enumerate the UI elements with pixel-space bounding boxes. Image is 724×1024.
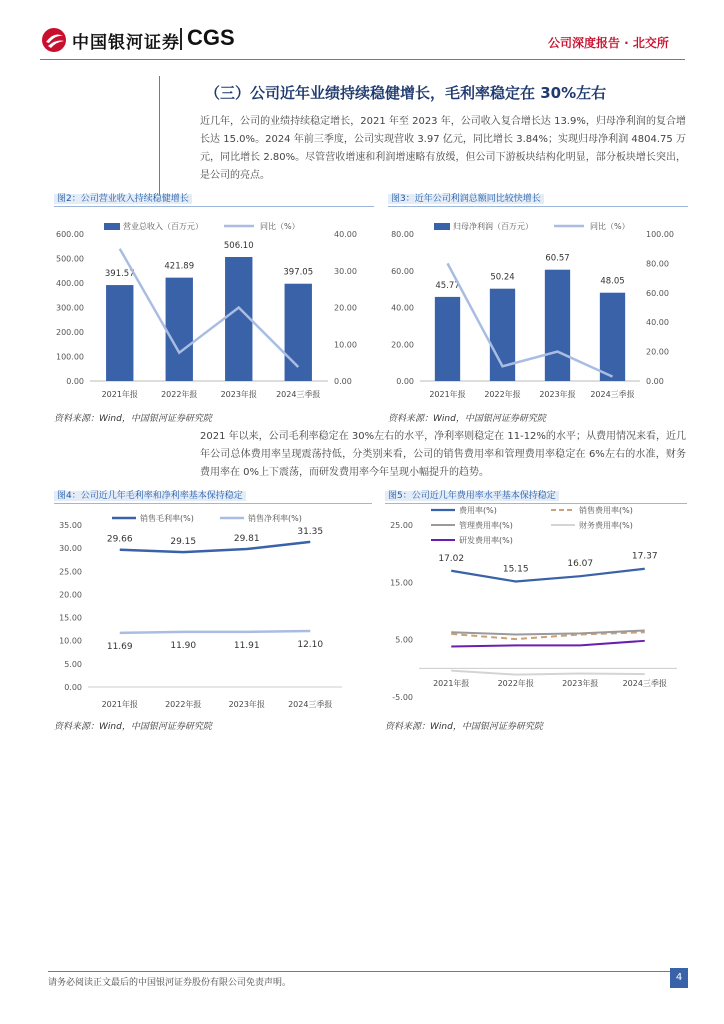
- figure-4-title: 图4：公司近几年毛利率和净利率基本保持稳定: [54, 489, 372, 504]
- y-left-tick-label: 200.00: [56, 328, 84, 337]
- y-tick-label: -5.00: [392, 693, 413, 702]
- y-left-tick-label: 40.00: [391, 303, 414, 313]
- data-label: 31.35: [297, 526, 324, 537]
- legend-label: 销售费用率(%): [579, 506, 633, 515]
- x-tick-label: 2021年报: [101, 700, 138, 709]
- series-line: [451, 671, 645, 675]
- y-tick-label: 30.00: [59, 544, 82, 554]
- bar: [435, 297, 460, 381]
- x-tick-label: 2021年报: [433, 679, 470, 688]
- y-tick-label: 15.00: [59, 613, 82, 623]
- report-type: 公司深度报告 · 北交所: [548, 36, 669, 50]
- bar-value-label: 50.24: [490, 272, 515, 283]
- bar-value-label: 391.57: [104, 269, 135, 280]
- paragraph-growth: 近几年，公司的业绩持续稳定增长，2021 年至 2023 年，公司收入复合增长达 13.9%，归母净利润的复合增长达 15.0%。2024 年前三季度，公司实现营收 3.97 亿元，同比增长 3.84%；实现归母净利润 4804.75 万元，同比增长 2.80%。尽管营收增速和利润增速略有放缓，但公司下游板块结构化明显，部分板块增长突出，是公司的亮点。: [200, 116, 686, 181]
- bar: [225, 257, 252, 381]
- bar-value-label: 421.89: [164, 261, 195, 272]
- y-left-tick-label: 60.00: [391, 266, 414, 276]
- revenue-chart: [50, 209, 380, 409]
- y-tick-label: 5.00: [395, 635, 413, 645]
- x-tick-label: 2021年报: [101, 390, 138, 399]
- y-tick-label: 25.00: [59, 567, 82, 577]
- x-tick-label: 2022年报: [165, 700, 202, 709]
- legend-swatch-bar: [104, 223, 120, 230]
- y-left-tick-label: 400.00: [56, 279, 84, 288]
- y-tick-label: 5.00: [64, 659, 82, 669]
- y-tick-label: 10.00: [59, 636, 82, 646]
- figure-2-source: 资料来源：Wind，中国银河证券研究院: [54, 414, 212, 424]
- legend-label: 同比（%）: [260, 222, 300, 231]
- brand-name-cn: 中国银河证券: [72, 33, 180, 53]
- data-label: 11.69: [106, 641, 133, 652]
- legend-swatch-bar: [434, 223, 450, 230]
- y-right-tick-label: 0.00: [334, 377, 352, 386]
- legend-label: 研发费用率(%): [459, 536, 513, 545]
- y-right-tick-label: 20.00: [646, 347, 669, 357]
- brand-name-en: CGS: [187, 25, 235, 50]
- bar-value-label: 397.05: [283, 267, 314, 278]
- figure-3-title: 图3：近年公司利润总额同比较快增长: [388, 192, 688, 207]
- legend-label: 销售净利率(%): [248, 514, 302, 523]
- y-right-tick-label: 60.00: [646, 288, 669, 298]
- data-label: 12.10: [297, 639, 324, 650]
- y-tick-label: 20.00: [59, 590, 82, 600]
- data-label: 29.66: [106, 534, 133, 545]
- y-right-tick-label: 100.00: [646, 230, 674, 239]
- yoy-line: [120, 249, 299, 367]
- margin-rule: [159, 76, 160, 204]
- bar: [106, 285, 133, 381]
- bar-value-label: 48.05: [600, 276, 625, 287]
- y-left-tick-label: 500.00: [56, 254, 84, 264]
- x-tick-label: 2022年报: [497, 679, 534, 688]
- y-tick-label: 35.00: [59, 521, 82, 530]
- expense-chart: [381, 506, 690, 714]
- data-label: 16.07: [567, 559, 594, 570]
- series-line: [120, 631, 311, 633]
- profit-chart: [384, 209, 690, 409]
- x-tick-label: 2023年报: [228, 700, 265, 709]
- brand-divider: [180, 28, 182, 50]
- data-label: 15.15: [502, 564, 529, 575]
- x-tick-label: 2024三季报: [590, 390, 635, 399]
- brand-logo-icon: [40, 27, 68, 53]
- y-tick-label: 15.00: [390, 578, 413, 588]
- data-label: 11.90: [170, 640, 197, 651]
- series-line: [451, 569, 645, 582]
- x-tick-label: 2022年报: [484, 390, 521, 399]
- y-right-tick-label: 30.00: [334, 266, 357, 276]
- x-tick-label: 2024三季报: [622, 679, 667, 688]
- bar: [545, 270, 570, 381]
- legend-label: 营业总收入（百万元）: [123, 222, 203, 231]
- y-left-tick-label: 0.00: [66, 377, 84, 386]
- bar: [166, 278, 193, 381]
- x-tick-label: 2024三季报: [288, 700, 333, 709]
- x-tick-label: 2023年报: [562, 679, 599, 688]
- y-tick-label: 0.00: [64, 683, 82, 692]
- x-tick-label: 2022年报: [161, 390, 198, 399]
- section-title: （三）公司近年业绩持续稳健增长，毛利率稳定在 30%左右: [205, 84, 607, 102]
- data-label: 17.02: [438, 553, 465, 564]
- data-label: 29.81: [233, 534, 260, 545]
- x-tick-label: 2023年报: [220, 390, 257, 399]
- legend-label: 归母净利润（百万元）: [453, 222, 533, 231]
- margin-chart: [50, 506, 374, 714]
- legend-label: 费用率(%): [459, 506, 497, 515]
- figure-3-source: 资料来源：Wind，中国银河证券研究院: [388, 414, 546, 424]
- y-right-tick-label: 10.00: [334, 340, 357, 350]
- data-label: 17.37: [631, 551, 658, 562]
- bar-value-label: 45.77: [435, 280, 460, 291]
- x-tick-label: 2024三季报: [276, 390, 321, 399]
- figure-5-title: 图5：公司近几年费用率水平基本保持稳定: [385, 489, 687, 504]
- data-label: 29.15: [170, 537, 197, 548]
- footer-disclaimer: 请务必阅读正文最后的中国银河证券股份有限公司免责声明。: [48, 978, 292, 988]
- bar: [600, 293, 625, 381]
- y-left-tick-label: 20.00: [391, 340, 414, 350]
- y-left-tick-label: 100.00: [56, 352, 84, 362]
- legend-label: 财务费用率(%): [579, 521, 633, 530]
- y-left-tick-label: 600.00: [56, 230, 84, 239]
- y-right-tick-label: 0.00: [646, 377, 664, 386]
- page-number: 4: [670, 968, 688, 988]
- figure-5-source: 资料来源：Wind，中国银河证券研究院: [385, 722, 543, 732]
- series-line: [451, 641, 645, 647]
- y-left-tick-label: 0.00: [396, 377, 414, 386]
- legend-label: 管理费用率(%): [459, 521, 513, 530]
- y-right-tick-label: 20.00: [334, 303, 357, 313]
- x-tick-label: 2023年报: [539, 390, 576, 399]
- bar-value-label: 506.10: [223, 241, 254, 252]
- x-tick-label: 2021年报: [429, 390, 466, 399]
- legend-label: 销售毛利率(%): [140, 514, 194, 523]
- series-line: [120, 542, 311, 552]
- figure-4-source: 资料来源：Wind，中国银河证券研究院: [54, 722, 212, 732]
- header-divider: [40, 59, 685, 60]
- paragraph-margins: 2021 年以来，公司毛利率稳定在 30%左右的水平，净利率则稳定在 11-12%的水平；从费用情况来看，近几年公司总体费用率呈现震荡持低，分类别来看，公司的销售费用率和管理费用率稳定在 6%左右的水准，财务费用率在 0%上下震荡，而研发费用率今年呈现小幅提升的趋势。: [200, 431, 686, 478]
- yoy-line: [448, 263, 613, 376]
- footer-divider: [48, 971, 688, 972]
- figure-2-title: 图2：公司营业收入持续稳健增长: [54, 192, 374, 207]
- y-left-tick-label: 80.00: [391, 230, 414, 239]
- legend-label: 同比（%）: [590, 222, 630, 231]
- y-right-tick-label: 80.00: [646, 259, 669, 269]
- y-right-tick-label: 40.00: [646, 318, 669, 328]
- bar-value-label: 60.57: [545, 253, 570, 264]
- y-tick-label: 25.00: [390, 521, 413, 530]
- y-left-tick-label: 300.00: [56, 303, 84, 313]
- y-right-tick-label: 40.00: [334, 230, 357, 239]
- data-label: 11.91: [233, 640, 260, 651]
